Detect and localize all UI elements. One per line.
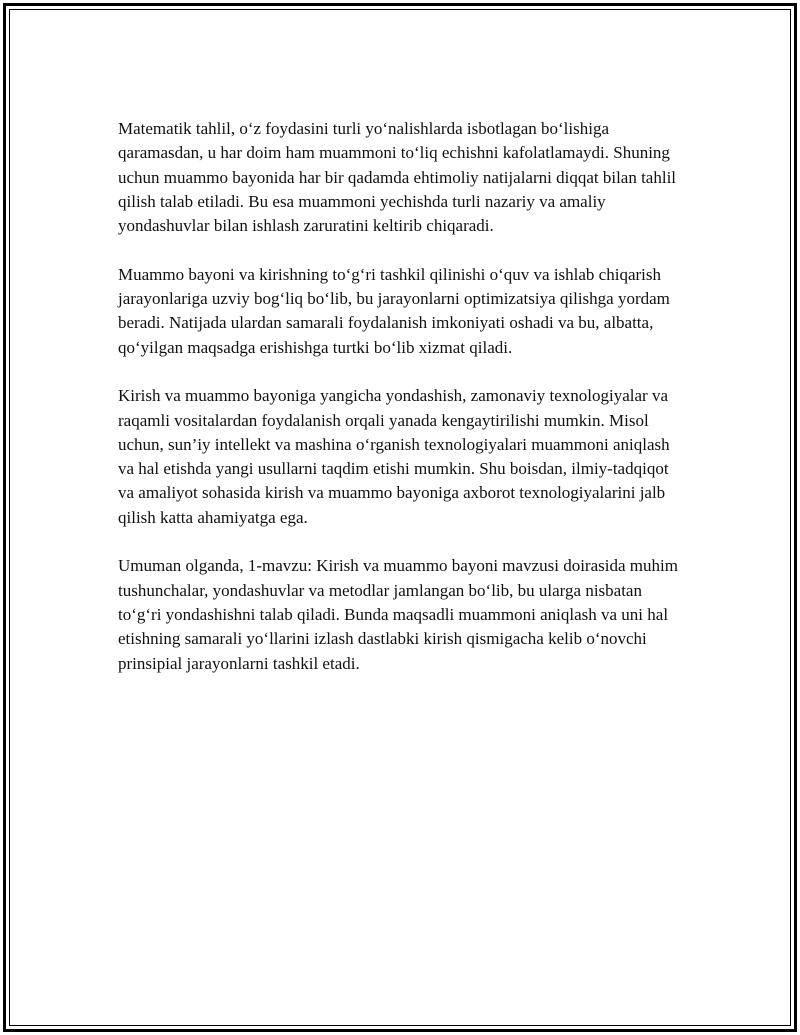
paragraph-1: Matematik tahlil, o‘z foydasini turli yo‘nalishlarda isbotlagan bo‘lishiga qaramasdan, u har doim ham muammoni to‘liq echishni kafolatlamaydi. Shuning uchun muammo bayonida har bir qadamda ehtimoliy natijalarni diqqat bilan tahlil qilish talab etiladi. Bu esa muammoni yechishda turli nazariy va amaliy yondashuvlar bilan ishlash zaruratini keltirib chiqaradi. <box>118 119 677 236</box>
paragraph-3: Kirish va muammo bayoniga yangicha yondashish, zamonaviy texnologiyalar va raqamli vositalardan foydalanish orqali yanada kengaytirilishi mumkin. Misol uchun, sun’iy intellekt va mashina o‘rganish texnologiyalari muammoni aniqlash va hal etishda yangi usullarni taqdim etishi mumkin. Shu boisdan, ilmiy-tadqiqot va amaliyot sohasida kirish va muammo bayoniga axborot texnologiyalarini jalb qilish katta ahamiyatga ega. <box>118 386 670 527</box>
paragraph-4: Umuman olganda, 1-mavzu: Kirish va muammo bayoni mavzusi doirasida muhim tushunchalar, yondashuvlar va metodlar jamlangan bo‘lib, bu ularga nisbatan to‘g‘ri yondashishni talab qiladi. Bunda maqsadli muammoni aniqlash va uni hal etishning samarali yo‘llarini izlash dastlabki kirish qismigacha kelib o‘novchi prinsipial jarayonlarni tashkil etadi. <box>118 556 678 673</box>
document-body <box>118 117 684 700</box>
paragraph-2: Muammo bayoni va kirishning to‘g‘ri tashkil qilinishi o‘quv va ishlab chiqarish jarayonlariga uzviy bog‘liq bo‘lib, bu jarayonlarni optimizatsiya qilishga yordam beradi. Natijada ulardan samarali foydalanish imkoniyati oshadi va bu, albatta, qo‘yilgan maqsadga erishishga turtki bo‘lib xizmat qiladi. <box>118 264 670 357</box>
